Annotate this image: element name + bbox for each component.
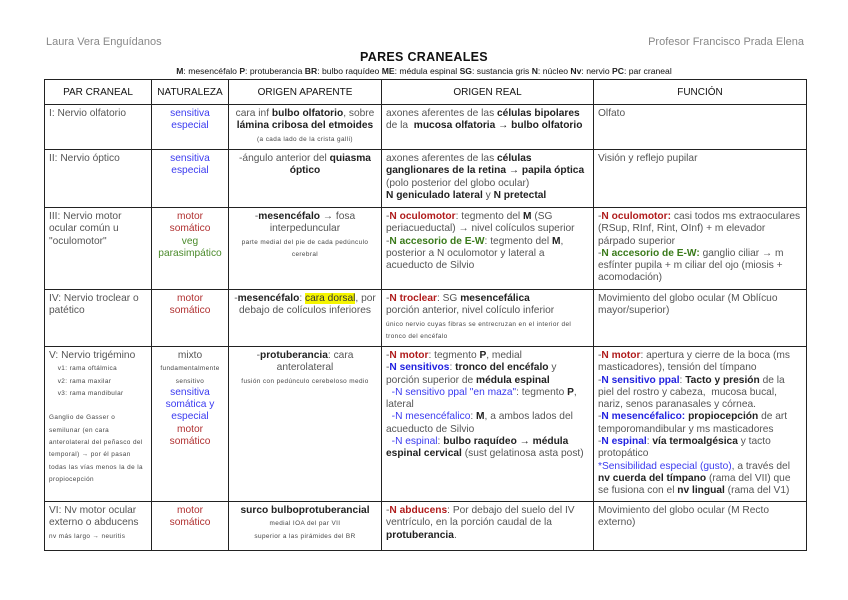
par-craneal-cell	[45, 290, 152, 347]
legend-segment: : mesencéfalo	[183, 66, 240, 76]
text-segment: propiocepción	[688, 411, 759, 423]
text-segment: N oculomotor	[389, 211, 456, 222]
text-segment: somático	[169, 223, 211, 235]
par-craneal-cell	[45, 347, 152, 502]
cell-paragraph	[156, 350, 224, 362]
legend-segment: : protuberancia	[245, 66, 305, 76]
text-segment: N abducens	[389, 505, 448, 516]
cell-paragraph	[233, 530, 377, 542]
text-segment: -	[598, 374, 602, 386]
text-segment: P	[479, 350, 487, 361]
legend-segment: : núcleo	[537, 66, 571, 76]
column-header: ORIGEN REAL	[382, 80, 594, 105]
text-segment: (SG periacueductal) → nivel colículos superior	[386, 211, 575, 235]
naturaleza-cell	[152, 208, 229, 290]
funcion-cell	[594, 290, 807, 347]
text-segment: nv cuerda del tímpano	[598, 472, 707, 484]
text-segment: mucosa olfatoria → bulbo olfatorio	[413, 120, 583, 132]
par-craneal-cell	[45, 502, 152, 551]
cell-paragraph	[233, 133, 377, 145]
cell-paragraph	[49, 505, 147, 530]
text-segment: bulbo olfatorio	[271, 108, 344, 119]
text-segment: -	[234, 293, 238, 304]
cell-paragraph	[233, 505, 377, 517]
text-segment: , a ambos lados del acueducto de Silvio	[386, 411, 576, 435]
cell-paragraph	[156, 211, 224, 223]
text-segment: M	[476, 411, 485, 423]
text-segment: v2: rama maxilar	[49, 377, 112, 385]
cell-paragraph	[233, 236, 377, 261]
text-segment: bulbo raquídeo → médula espinal cervical	[386, 436, 572, 460]
text-segment: Movimiento del globo ocular (M Oblícuo mayor/superior)	[598, 293, 781, 317]
cell-paragraph	[386, 178, 589, 190]
legend-segment: : médula espinal	[394, 66, 460, 76]
cell-paragraph	[156, 223, 224, 235]
author-name: Laura Vera Enguídanos	[46, 36, 162, 48]
cell-paragraph	[386, 153, 589, 178]
text-segment: -	[254, 211, 259, 222]
text-segment: N troclear	[389, 293, 437, 304]
cell-paragraph	[598, 505, 802, 530]
text-segment: : cara anterolateral	[276, 350, 357, 374]
text-segment: motor	[176, 505, 204, 516]
cell-paragraph	[386, 362, 589, 387]
cell-paragraph	[233, 211, 377, 236]
cell-paragraph	[386, 305, 589, 317]
text-segment: : Por debajo del suelo del IV ventrículo, en la porción caudal de la	[386, 505, 578, 529]
text-segment: M	[551, 235, 561, 247]
table-row	[45, 347, 807, 502]
text-segment: III: Nervio motor ocular común u "oculomotor"	[49, 211, 125, 247]
cell-paragraph	[156, 108, 224, 120]
legend-segment: M	[176, 66, 184, 76]
funcion-cell	[594, 208, 807, 290]
cell-paragraph	[49, 411, 147, 485]
text-segment: cara dorsal	[305, 293, 356, 304]
origen-aparente-cell	[229, 105, 382, 150]
text-segment: de la piel del rostro y cabeza, mucosa bucal, nariz, senos paranasales y córnea.	[598, 374, 788, 411]
text-segment: : tegmento del	[484, 235, 552, 247]
legend-segment: P	[239, 66, 246, 76]
text-segment: VI: Nv motor ocular externo o abducens	[49, 505, 140, 529]
cell-paragraph	[598, 350, 802, 375]
text-segment: somático	[169, 305, 211, 317]
text-segment: superior a las pirámides del BR	[254, 532, 356, 540]
text-segment: células bipolares	[497, 108, 580, 119]
text-segment: M	[523, 211, 532, 222]
text-segment: N mesencéfalico:	[601, 411, 686, 423]
origen-aparente-cell	[229, 347, 382, 502]
text-segment: v3: rama mandibular	[49, 389, 124, 397]
column-header: NATURALEZA	[152, 80, 229, 105]
text-segment: P	[567, 386, 574, 398]
text-segment: quiasma óptico	[289, 153, 374, 177]
cell-paragraph	[386, 236, 589, 273]
text-segment: (polo posterior del globo ocular)	[386, 177, 530, 189]
origen-real-cell	[382, 347, 594, 502]
naturaleza-cell	[152, 290, 229, 347]
text-segment: -N mesencéfalico	[386, 411, 471, 423]
text-segment: (rama del VII) que se fusiona con el	[598, 472, 794, 497]
cell-paragraph	[233, 517, 377, 529]
cell-paragraph	[156, 153, 224, 165]
text-segment: N motor	[389, 350, 429, 361]
cell-paragraph	[156, 505, 224, 517]
text-segment: Ganglio de Gasser o semilunar (en cara anterolateral del peñasco del temporal) → por él pasan todas las vías menos la de la propiocepción	[49, 414, 146, 483]
text-segment: (sust gelatinosa asta post)	[461, 448, 584, 460]
text-segment: mesencéfalo	[237, 293, 300, 304]
text-segment: células ganglionares de la retina → papila óptica	[386, 153, 585, 177]
cell-paragraph	[49, 211, 147, 248]
text-segment: axones aferentes de las	[386, 108, 498, 119]
text-segment: N espinal	[601, 436, 647, 448]
text-segment: y porción superior de	[386, 362, 560, 386]
text-segment: especial	[171, 120, 209, 132]
origen-real-cell	[382, 150, 594, 208]
text-segment: protuberancia	[386, 529, 454, 541]
text-segment: fusión con pedúnculo cerebeloso medio	[241, 377, 369, 385]
text-segment: nv más largo → neuritis	[49, 532, 126, 540]
text-segment: -	[256, 350, 260, 361]
page-title: PARES CRANEALES	[360, 50, 488, 64]
text-segment: (a cada lado de la crista galli)	[257, 135, 353, 143]
cranial-nerves-table	[44, 79, 807, 551]
text-segment: -	[386, 293, 390, 304]
text-segment: motor	[176, 211, 204, 222]
text-segment: *Sensibilidad especial (gusto)	[598, 460, 732, 472]
text-segment: N sensitivo ppal	[601, 374, 680, 386]
legend-segment: : par craneal	[623, 66, 672, 76]
column-header: PAR CRANEAL	[45, 80, 152, 105]
table-row	[45, 208, 807, 290]
text-segment: , sobre	[343, 108, 378, 119]
table-row	[45, 502, 807, 551]
text-segment: motor somático	[169, 423, 211, 448]
text-segment: IV: Nervio troclear o patético	[49, 293, 142, 317]
text-segment: mixto	[177, 350, 203, 361]
legend-segment: N	[531, 66, 538, 76]
cell-paragraph	[156, 165, 224, 177]
table-row	[45, 105, 807, 150]
funcion-cell	[594, 150, 807, 208]
text-segment: : tegmento	[516, 386, 568, 398]
text-segment: N oculomotor:	[601, 211, 672, 222]
cell-paragraph	[233, 293, 377, 318]
text-segment: N accesorio de E-W	[389, 235, 485, 247]
text-segment: y tacto protopático	[598, 436, 774, 460]
text-segment: especial	[171, 165, 209, 177]
legend-segment: : sustancia gris	[472, 66, 532, 76]
text-segment: medial IOA del par VII	[269, 520, 341, 528]
text-segment: y	[482, 189, 494, 201]
text-segment: N geniculado lateral	[386, 189, 483, 201]
text-segment: -	[386, 235, 390, 247]
cell-paragraph	[49, 530, 147, 542]
text-segment: parasimpático	[158, 247, 222, 259]
par-craneal-cell	[45, 105, 152, 150]
column-header: FUNCIÓN	[594, 80, 807, 105]
table-row	[45, 150, 807, 208]
text-segment: ganglio ciliar → m esfínter pupila + m ciliar del ojo (miosis + acomodación)	[598, 247, 787, 284]
cell-paragraph	[49, 362, 147, 374]
cell-paragraph	[598, 375, 802, 412]
cell-paragraph	[156, 387, 224, 424]
cell-paragraph	[156, 236, 224, 248]
text-segment: : apertura y cierre de la boca (ms masticadores), tensión del tímpano	[598, 350, 793, 374]
origen-aparente-cell	[229, 150, 382, 208]
legend-segment: Nv	[570, 66, 582, 76]
abbreviation-legend	[0, 66, 848, 76]
cell-paragraph	[386, 505, 589, 542]
text-segment: sensitiva	[170, 108, 210, 119]
text-segment: : tegmento	[428, 350, 480, 361]
cell-paragraph	[49, 350, 147, 362]
text-segment: : SG	[436, 293, 461, 304]
text-segment: .	[453, 529, 457, 541]
text-segment: , por debajo de colículos inferiores	[239, 293, 379, 317]
cell-paragraph	[598, 293, 802, 318]
legend-segment: : nervio	[581, 66, 612, 76]
text-segment: único nervio cuyas fibras se entrecruzan en el interior del tronco del encéfalo	[386, 320, 574, 340]
professor-name: Profesor Francisco Prada Elena	[648, 36, 804, 48]
legend-segment: SG	[459, 66, 472, 76]
cell-paragraph	[49, 375, 147, 387]
cell-paragraph	[598, 248, 802, 285]
cell-paragraph	[233, 375, 377, 387]
text-segment: -	[598, 436, 602, 448]
text-segment: , posterior a N oculomotor y lateral a acueducto de Silvio	[386, 235, 567, 272]
cell-paragraph	[598, 411, 802, 436]
legend-segment: ME	[381, 66, 395, 76]
text-segment: , a través del	[731, 460, 793, 472]
cell-paragraph	[156, 120, 224, 132]
cell-paragraph	[49, 387, 147, 399]
text-segment: porción anterior, nivel colículo inferior	[386, 305, 555, 317]
text-segment: -N espinal	[386, 436, 438, 448]
par-craneal-cell	[45, 150, 152, 208]
origen-real-cell	[382, 502, 594, 551]
text-segment: : tegmento del	[455, 211, 524, 222]
text-segment: N pretectal	[493, 189, 547, 201]
cell-paragraph	[386, 318, 589, 343]
cell-paragraph	[156, 293, 224, 305]
text-segment: tronco del encéfalo	[455, 362, 549, 374]
cell-paragraph	[156, 305, 224, 317]
cell-paragraph	[386, 293, 589, 305]
text-segment: vía termoalgésica	[652, 436, 738, 448]
origen-real-cell	[382, 105, 594, 150]
text-segment: -	[386, 505, 390, 516]
origen-aparente-cell	[229, 502, 382, 551]
text-segment: :	[437, 436, 444, 448]
table-header-row	[45, 80, 807, 105]
cell-paragraph	[156, 248, 224, 260]
text-segment: V: Nervio trigémino	[49, 350, 136, 361]
text-segment: somático	[169, 517, 211, 529]
text-segment: N sensitivos	[389, 362, 450, 374]
text-segment: nv lingual	[677, 485, 725, 497]
funcion-cell	[594, 105, 807, 150]
cell-paragraph	[156, 362, 224, 387]
cell-paragraph	[598, 461, 802, 498]
text-segment: de la	[386, 108, 583, 132]
text-segment: -	[598, 350, 602, 361]
naturaleza-cell	[152, 347, 229, 502]
text-segment: sensitiva somática y especial	[165, 386, 218, 423]
cell-paragraph	[386, 411, 589, 436]
text-segment: :	[299, 293, 305, 304]
text-segment: -N sensitivo ppal "en maza"	[386, 386, 517, 398]
text-segment: cara inf	[235, 108, 272, 119]
cell-paragraph	[386, 190, 589, 202]
naturaleza-cell	[152, 150, 229, 208]
text-segment: parte medial del pie de cada pedúnculo cerebral	[241, 238, 371, 258]
cell-paragraph	[156, 517, 224, 529]
text-segment: -	[386, 211, 390, 222]
cell-paragraph	[598, 436, 802, 461]
text-segment: -	[386, 350, 390, 361]
text-segment: , lateral	[386, 386, 580, 411]
text-segment: Tacto y presión	[685, 374, 760, 386]
text-segment: motor	[176, 293, 204, 304]
text-segment: fundamentalmente sensitivo	[160, 365, 222, 385]
text-segment: casi todos ms extraoculares (RSup, RInf, Rint, OInf) + m elevador párpado superior	[598, 211, 803, 247]
origen-aparente-cell	[229, 290, 382, 347]
column-header: ORIGEN APARENTE	[229, 80, 382, 105]
text-segment: veg	[181, 235, 199, 247]
cell-paragraph	[598, 153, 802, 165]
text-segment: lámina cribosa del etmoides	[236, 120, 374, 132]
text-segment: -	[598, 247, 602, 259]
origen-aparente-cell	[229, 208, 382, 290]
text-segment: axones aferentes de las	[386, 153, 498, 164]
text-segment: :	[449, 362, 456, 374]
text-segment: sensitiva	[170, 153, 210, 164]
text-segment	[49, 402, 51, 409]
cell-paragraph	[598, 108, 802, 120]
origen-real-cell	[382, 290, 594, 347]
text-segment: Movimiento del globo ocular (M Recto externo)	[598, 505, 772, 529]
legend-segment: PC	[612, 66, 624, 76]
cell-paragraph	[49, 399, 147, 411]
text-segment: :	[470, 411, 477, 423]
text-segment: → fosa interpeduncular	[269, 211, 358, 235]
cell-paragraph	[386, 387, 589, 412]
cell-paragraph	[386, 436, 589, 461]
legend-segment: : bulbo raquídeo	[317, 66, 382, 76]
text-segment: (rama del V1)	[724, 485, 790, 497]
cell-paragraph	[233, 350, 377, 375]
text-segment: surco bulboprotuberancial	[240, 505, 370, 516]
cell-paragraph	[156, 424, 224, 449]
text-segment: v1: rama oftálmica	[49, 365, 118, 373]
cell-paragraph	[233, 153, 377, 178]
par-craneal-cell	[45, 208, 152, 290]
origen-real-cell	[382, 208, 594, 290]
funcion-cell	[594, 502, 807, 551]
text-segment: :	[646, 436, 653, 448]
text-segment: médula espinal	[476, 374, 550, 386]
text-segment: protuberancia	[259, 350, 328, 361]
cell-paragraph	[49, 153, 147, 165]
text-segment: Visión y reflejo pupilar	[598, 153, 698, 164]
cell-paragraph	[49, 108, 147, 120]
text-segment: -	[386, 362, 390, 374]
naturaleza-cell	[152, 105, 229, 150]
table-row	[45, 290, 807, 347]
text-segment: mesencéfalo	[258, 211, 321, 222]
cell-paragraph	[386, 211, 589, 236]
text-segment: -ángulo anterior del	[239, 153, 330, 164]
funcion-cell	[594, 347, 807, 502]
text-segment: N motor	[601, 350, 641, 361]
text-segment: de art temporomandibular y ms masticadores	[598, 411, 790, 435]
cell-paragraph	[49, 293, 147, 318]
text-segment: II: Nervio óptico	[49, 153, 120, 164]
cell-paragraph	[598, 211, 802, 248]
text-segment: Olfato	[598, 108, 626, 119]
naturaleza-cell	[152, 502, 229, 551]
text-segment: I: Nervio olfatorio	[49, 108, 127, 119]
text-segment: :	[679, 374, 686, 386]
text-segment: , medial	[486, 350, 522, 361]
cell-paragraph	[386, 350, 589, 362]
text-segment: N accesorio de E-W:	[601, 247, 700, 259]
cell-paragraph	[386, 108, 589, 133]
legend-segment: BR	[304, 66, 318, 76]
text-segment: -	[598, 211, 602, 222]
text-segment: -	[598, 411, 602, 423]
cell-paragraph	[233, 108, 377, 133]
text-segment: mesencefálica	[460, 293, 530, 304]
